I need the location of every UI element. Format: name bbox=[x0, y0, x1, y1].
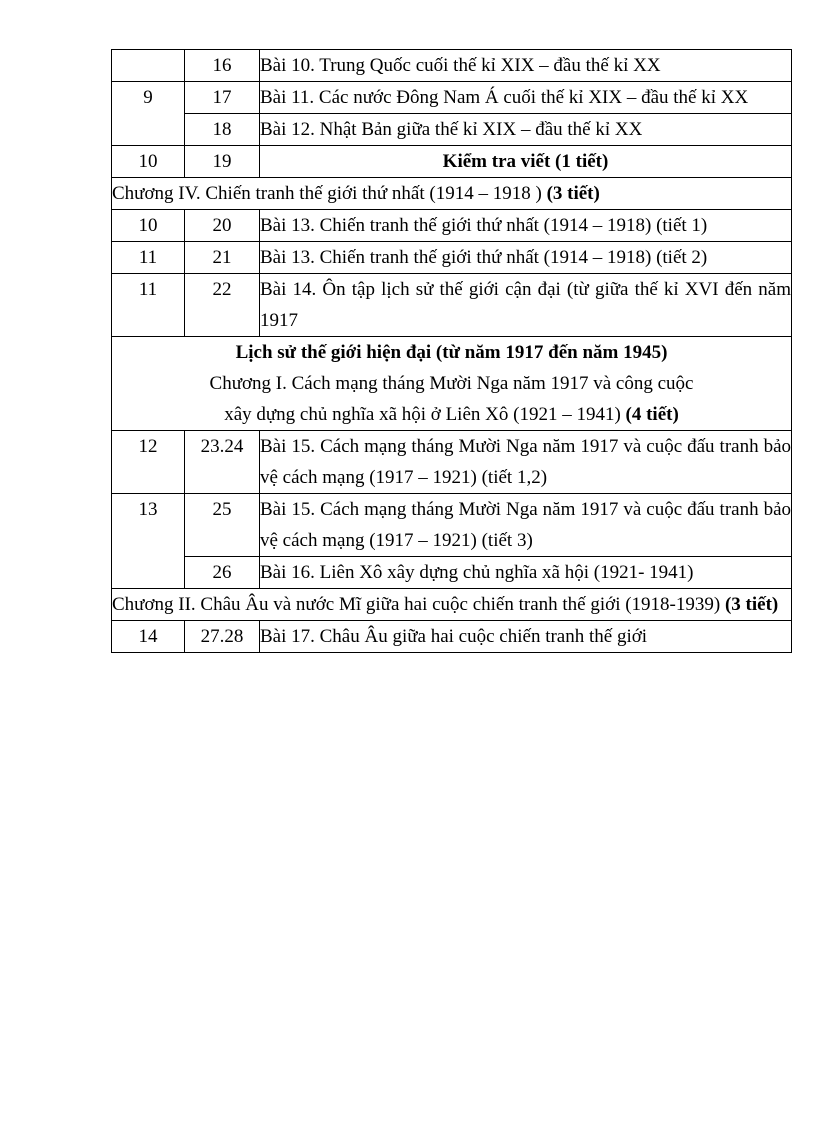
table-row bbox=[112, 431, 792, 494]
table-row bbox=[112, 50, 792, 82]
period-cell: 22 bbox=[185, 274, 260, 337]
table-row bbox=[112, 274, 792, 337]
table-row bbox=[112, 494, 792, 557]
week-cell: 13 bbox=[112, 494, 185, 589]
chapter-row bbox=[112, 589, 792, 621]
period-cell: 18 bbox=[185, 114, 260, 146]
lesson-cell: Bài 12. Nhật Bản giữa thế kỉ XIX – đầu thế kỉ XX bbox=[260, 114, 792, 146]
period-cell: 19 bbox=[185, 146, 260, 178]
period-cell: 20 bbox=[185, 210, 260, 242]
chapter-title: Chương IV. Chiến tranh thế giới thứ nhất (1914 – 1918 ) bbox=[112, 183, 542, 204]
chapter-title: Chương II. Châu Âu và nước Mĩ giữa hai cuộc chiến tranh thế giới (1918-1939) bbox=[112, 594, 721, 615]
lesson-cell: Bài 14. Ôn tập lịch sử thế giới cận đại (từ giữa thế kỉ XVI đến năm 1917 bbox=[260, 274, 792, 337]
lesson-cell: Bài 10. Trung Quốc cuối thế kỉ XIX – đầu thế kỉ XX bbox=[260, 50, 792, 82]
lesson-cell: Bài 15. Cách mạng tháng Mười Nga năm 1917 và cuộc đấu tranh bảo vệ cách mạng (1917 – 1921) (tiết 3) bbox=[260, 494, 792, 557]
chapter-periods: (3 tiết) bbox=[724, 594, 779, 615]
week-cell: 9 bbox=[112, 82, 185, 146]
period-cell: 23.24 bbox=[185, 431, 260, 494]
table-row bbox=[112, 557, 792, 589]
chapter-title-line2: xây dựng chủ nghĩa xã hội ở Liên Xô (1921 – 1941) bbox=[224, 404, 621, 425]
section-title: Lịch sử thế giới hiện đại (từ năm 1917 đến năm 1945) bbox=[235, 342, 668, 363]
chapter-periods: (3 tiết) bbox=[546, 183, 600, 204]
lesson-cell: Bài 16. Liên Xô xây dựng chủ nghĩa xã hội (1921- 1941) bbox=[260, 557, 792, 589]
period-cell: 25 bbox=[185, 494, 260, 557]
chapter-heading bbox=[112, 589, 792, 621]
lesson-cell: Bài 11. Các nước Đông Nam Á cuối thế kỉ XIX – đầu thế kỉ XX bbox=[260, 82, 792, 114]
chapter-title: Chương I. Cách mạng tháng Mười Nga năm 1917 và công cuộc bbox=[209, 373, 694, 394]
lesson-cell: Bài 13. Chiến tranh thế giới thứ nhất (1914 – 1918) (tiết 2) bbox=[260, 242, 792, 274]
chapter-periods: (4 tiết) bbox=[625, 404, 679, 425]
table-row bbox=[112, 621, 792, 653]
table-row bbox=[112, 146, 792, 178]
week-cell: 12 bbox=[112, 431, 185, 494]
table-row bbox=[112, 114, 792, 146]
week-cell: 10 bbox=[112, 210, 185, 242]
chapter-title-continued bbox=[112, 399, 791, 430]
period-cell: 21 bbox=[185, 242, 260, 274]
table-row bbox=[112, 210, 792, 242]
exam-cell: Kiểm tra viết (1 tiết) bbox=[260, 146, 792, 178]
week-cell: 11 bbox=[112, 242, 185, 274]
week-cell bbox=[112, 50, 185, 82]
table-row bbox=[112, 242, 792, 274]
period-cell: 17 bbox=[185, 82, 260, 114]
period-cell: 27.28 bbox=[185, 621, 260, 653]
week-cell: 11 bbox=[112, 274, 185, 337]
section-row bbox=[112, 337, 792, 431]
section-heading-cell bbox=[112, 337, 792, 431]
lesson-cell: Bài 13. Chiến tranh thế giới thứ nhất (1914 – 1918) (tiết 1) bbox=[260, 210, 792, 242]
period-cell: 26 bbox=[185, 557, 260, 589]
week-cell: 14 bbox=[112, 621, 185, 653]
lesson-cell: Bài 15. Cách mạng tháng Mười Nga năm 1917 và cuộc đấu tranh bảo vệ cách mạng (1917 – 1921) (tiết 1,2) bbox=[260, 431, 792, 494]
lesson-plan-table bbox=[111, 49, 792, 653]
period-cell: 16 bbox=[185, 50, 260, 82]
table-row bbox=[112, 82, 792, 114]
week-cell: 10 bbox=[112, 146, 185, 178]
chapter-row bbox=[112, 178, 792, 210]
chapter-heading bbox=[112, 178, 792, 210]
lesson-cell: Bài 17. Châu Âu giữa hai cuộc chiến tranh thế giới bbox=[260, 621, 792, 653]
